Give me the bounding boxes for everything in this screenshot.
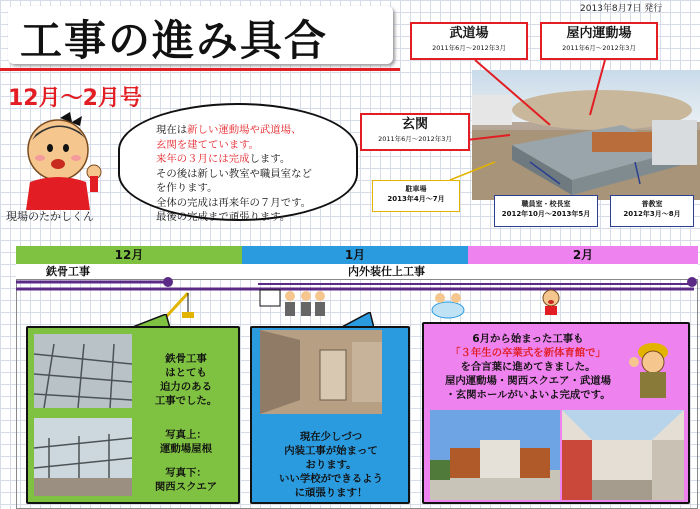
panel2-text — [254, 430, 408, 500]
label-name: 職員室・校長室 — [521, 200, 571, 208]
gymnasium-render-photo — [430, 410, 560, 500]
panel1-line: 工事でした。 — [154, 395, 218, 407]
panel1-caption-top — [136, 428, 236, 456]
panel3-text — [428, 332, 628, 402]
panel2-line: いい学校ができるよう — [279, 473, 383, 485]
bubble-line: その後は新しい教室や職員室など — [156, 167, 312, 180]
panel1-caption-bottom — [136, 466, 236, 494]
issue-date: 2013年8月7日 発行 — [580, 4, 663, 14]
bubble-line-highlight: 玄関を建てています。 — [156, 138, 260, 151]
label-period: 2012年3月～8月 — [623, 210, 681, 218]
bubble-line: します。 — [249, 153, 291, 165]
panel2-line: に頑張ります！ — [294, 487, 368, 499]
panel2-line: 現在少しづつ — [299, 431, 363, 443]
label-name: 武道場 — [449, 26, 489, 41]
panel3-line: 屋内運動場・関西スクエア・武道場 — [444, 375, 612, 387]
caption-line: 写真下： — [165, 467, 207, 479]
interior-photo — [260, 330, 382, 414]
month-february: 2月 — [468, 246, 698, 264]
label-staff-room — [494, 195, 598, 227]
month-january: 1月 — [242, 246, 468, 264]
caption-line: 運動場屋根 — [160, 443, 212, 455]
bubble-line: 最後の完成まで頑張ります。 — [156, 211, 291, 223]
label-period: 2011年6月～2012年3月 — [562, 44, 636, 52]
label-classroom — [610, 195, 694, 227]
page-title: 工事の進み具合 — [20, 16, 329, 65]
panel1-text — [136, 352, 236, 408]
character-caption: 現場のたかしくん — [6, 210, 94, 223]
bubble-line: を作ります。 — [156, 182, 218, 194]
label-name: 玄関 — [401, 117, 428, 132]
panel1-line: 鉄骨工事 — [165, 353, 207, 365]
label-name: 屋内運動場 — [566, 26, 632, 41]
phase-steel: 鉄骨工事 — [46, 264, 166, 280]
label-okunai — [540, 22, 658, 60]
takashi-character-icon — [10, 110, 110, 210]
caption-line: 写真上： — [165, 429, 207, 441]
panel2-line: おります。 — [305, 459, 357, 471]
label-genkan — [360, 113, 470, 151]
label-name: 駐車場 — [405, 185, 427, 193]
issue-label: 12月～2月号 — [8, 86, 142, 111]
label-name: 普教室 — [641, 200, 663, 208]
panel2-line: 内装工事が始まって — [284, 445, 378, 457]
panel3-line: を合言葉に進めてきました。 — [460, 361, 596, 373]
panel3-line: ・玄関ホールがいよいよ完成です。 — [445, 389, 611, 401]
bubble-line-highlight: 来年の３月には完成 — [156, 153, 250, 165]
cleaning-icon — [428, 286, 468, 320]
steel-roof-photo — [34, 334, 132, 408]
kansai-square-photo — [34, 418, 132, 496]
month-december: 12月 — [16, 246, 242, 264]
label-parking — [372, 180, 460, 212]
panel1-line: 迫力のある — [160, 381, 212, 393]
title-underline — [0, 68, 400, 71]
worker-thumbs-up-icon — [626, 340, 680, 400]
panel3-line: 6月から始まった工事も — [472, 333, 584, 345]
label-period: 2011年6月～2012年3月 — [432, 44, 506, 52]
bubble-line-highlight: 新しい運動場や武道場、 — [187, 124, 302, 136]
label-period: 2012年10月～2013年5月 — [501, 210, 591, 218]
workers-meeting-icon — [258, 288, 328, 320]
speech-bubble — [118, 103, 358, 221]
caption-line: 関西スクエア — [154, 481, 218, 493]
label-period: 2013年4月～7月 — [387, 195, 445, 203]
character-small-icon — [540, 288, 562, 316]
bubble-line: 現在は — [156, 124, 188, 136]
label-budojo — [410, 22, 528, 60]
panel1-line: はとても — [165, 367, 207, 379]
panel3-line-highlight: 「３年生の卒業式を新体育館で」 — [450, 347, 606, 359]
label-period: 2011年6月～2012年3月 — [378, 135, 452, 143]
bubble-line: 全体の完成は再来年の７月です。 — [156, 196, 312, 209]
entrance-hall-render-photo — [562, 410, 684, 500]
phase-finishing: 内外装仕上工事 — [348, 264, 468, 280]
timeline-bars — [16, 274, 700, 298]
